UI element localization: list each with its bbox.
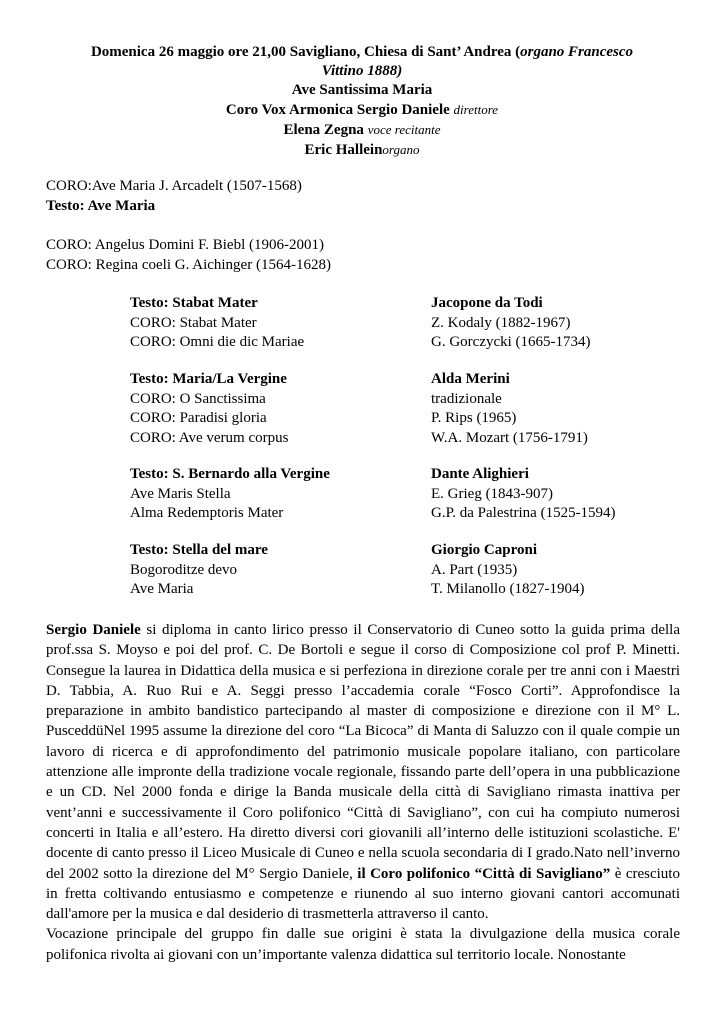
- header-line-narrator: Elena Zegna voce recitante: [283, 122, 441, 138]
- section-heading-row: [130, 465, 690, 485]
- concert-title: Ave Santissima Maria: [291, 82, 433, 98]
- piece-title: CORO: O Sanctissima: [130, 390, 266, 407]
- program-row: [130, 429, 690, 449]
- choir-name: il Coro polifonico “Città di Savigliano”: [357, 865, 611, 882]
- piece-title: Ave Maria: [130, 581, 194, 597]
- piece-title: Ave Maris Stella: [130, 485, 231, 502]
- program-section: [130, 294, 690, 353]
- section-heading-row: [130, 294, 690, 314]
- section-author: Jacopone da Todi: [431, 295, 543, 311]
- piece-title: CORO: Ave verum corpus: [130, 429, 289, 446]
- biography: [46, 620, 680, 965]
- bio-name: Sergio Daniele: [46, 622, 141, 638]
- program-row: [130, 333, 690, 353]
- program-row: [130, 390, 690, 410]
- bio-paragraph: Sergio Daniele si diploma in canto lirico presso il Conservatorio di Cuneo sotto la guida prima della prof.ssa S. Moyso e poi del prof. C. De Bortoli e segue il corso di Composizione col prof P. Minetti. Consegue la laurea in Didattica della musica e si perfeziona in direzione corale per tre anni con i Maestri D. Tabbia, A. Ruo Rui e A. Seggi presso l’accademia corale “Fosco Corti”. Approfondisce la preparazione in ambito bandistico partecipando al master di composizione e direzione con il M° L. PusceddüNel 1995 assume la direzione del coro “La Bicoca” di Manta di Saluzzo con il quale compie un lavoro di ricerca e di approfondimento del patrimonio musicale popolare italiano, con particolare attenzione alle impronte della tradizione vocale regionale, fissando parte dell’opera in una pubblicazione e un CD. Nel 2000 fonda e dirige la Banda musicale della città di Savigliano rimasta inattiva per vent’anni e successivamente il Coro polifonico “Città di Savigliano”, con cui ha compiuto numerosi concerti in Italia e all’estero. Ha diretto diversi cori giovanili all’interno delle istituzioni scolastiche. E' docente di canto presso il Liceo Musicale di Cuneo e nella scuola secondaria di I grado.Nato nell’inverno del 2002 sotto la direzione del M° Sergio Daniele, il Coro polifonico “Città di Savigliano” è cresciuto in fretta coltivando entusiasmo e competenze e riunendo al suo interno giovani cantori accomunati dall'amore per la musica e dal desiderio di trasmetterla attraverso il canto.: [46, 622, 680, 923]
- piece-composer: T. Milanollo (1827-1904): [431, 581, 585, 597]
- section-author: Alda Merini: [431, 371, 510, 387]
- piece-title: CORO: Paradisi gloria: [130, 410, 267, 426]
- program-line: CORO: Regina coeli G. Aichinger (1564-1628): [46, 256, 331, 273]
- piece-composer: tradizionale: [431, 390, 502, 407]
- piece-composer: W.A. Mozart (1756-1791): [431, 429, 588, 446]
- section-title: Testo: S. Bernardo alla Vergine: [130, 466, 330, 482]
- section-title: Testo: Stella del mare: [130, 542, 268, 558]
- piece-title: Alma Redemptoris Mater: [130, 505, 284, 521]
- piece-title: Bogoroditze devo: [130, 561, 238, 578]
- header-line-organ: Vittino 1888): [321, 63, 403, 79]
- piece-composer: G. Gorczycki (1665-1734): [431, 334, 591, 350]
- section-author: Dante Alighieri: [431, 466, 529, 482]
- section-title: Testo: Maria/La Vergine: [130, 371, 287, 387]
- program-row: [130, 314, 690, 334]
- program-row: [130, 409, 690, 429]
- concert-header: [40, 43, 684, 160]
- intro-block-2: [46, 236, 331, 275]
- program-row: [130, 580, 690, 600]
- program-line: CORO:Ave Maria J. Arcadelt (1507-1568): [46, 178, 302, 194]
- program-section: [130, 370, 690, 448]
- program-text-heading: Testo: Ave Maria: [46, 197, 156, 214]
- header-line-organist: Eric Halleinorgano: [304, 142, 420, 158]
- program-row: [130, 504, 690, 524]
- piece-composer: E. Grieg (1843-907): [431, 485, 554, 502]
- piece-title: CORO: Omni die dic Mariae: [130, 334, 305, 350]
- section-heading-row: [130, 541, 690, 561]
- program-section: [130, 465, 690, 524]
- piece-composer: Z. Kodaly (1882-1967): [431, 314, 571, 331]
- intro-block-1: [46, 177, 302, 216]
- section-heading-row: [130, 370, 690, 390]
- section-title: Testo: Stabat Mater: [130, 295, 258, 311]
- program-row: [130, 561, 690, 581]
- program-row: [130, 485, 690, 505]
- header-line-choir: Coro Vox Armonica Sergio Daniele direttore: [225, 102, 499, 118]
- piece-composer: A. Part (1935): [431, 561, 518, 578]
- program-line: CORO: Angelus Domini F. Biebl (1906-2001): [46, 237, 324, 253]
- piece-title: CORO: Stabat Mater: [130, 314, 257, 331]
- piece-composer: G.P. da Palestrina (1525-1594): [431, 505, 616, 521]
- header-line-date-venue: Domenica 26 maggio ore 21,00 Savigliano, Chiesa di Sant’ Andrea (organo Francesco: [90, 44, 634, 60]
- section-author: Giorgio Caproni: [431, 542, 537, 558]
- bio-paragraph: Vocazione principale del gruppo fin dalle sue origini è stata la divulgazione della musica corale polifonica rivolta ai giovani con un’importante valenza didattica sul territorio locale. Nonostante: [46, 926, 680, 963]
- program-section: [130, 541, 690, 600]
- piece-composer: P. Rips (1965): [431, 410, 517, 426]
